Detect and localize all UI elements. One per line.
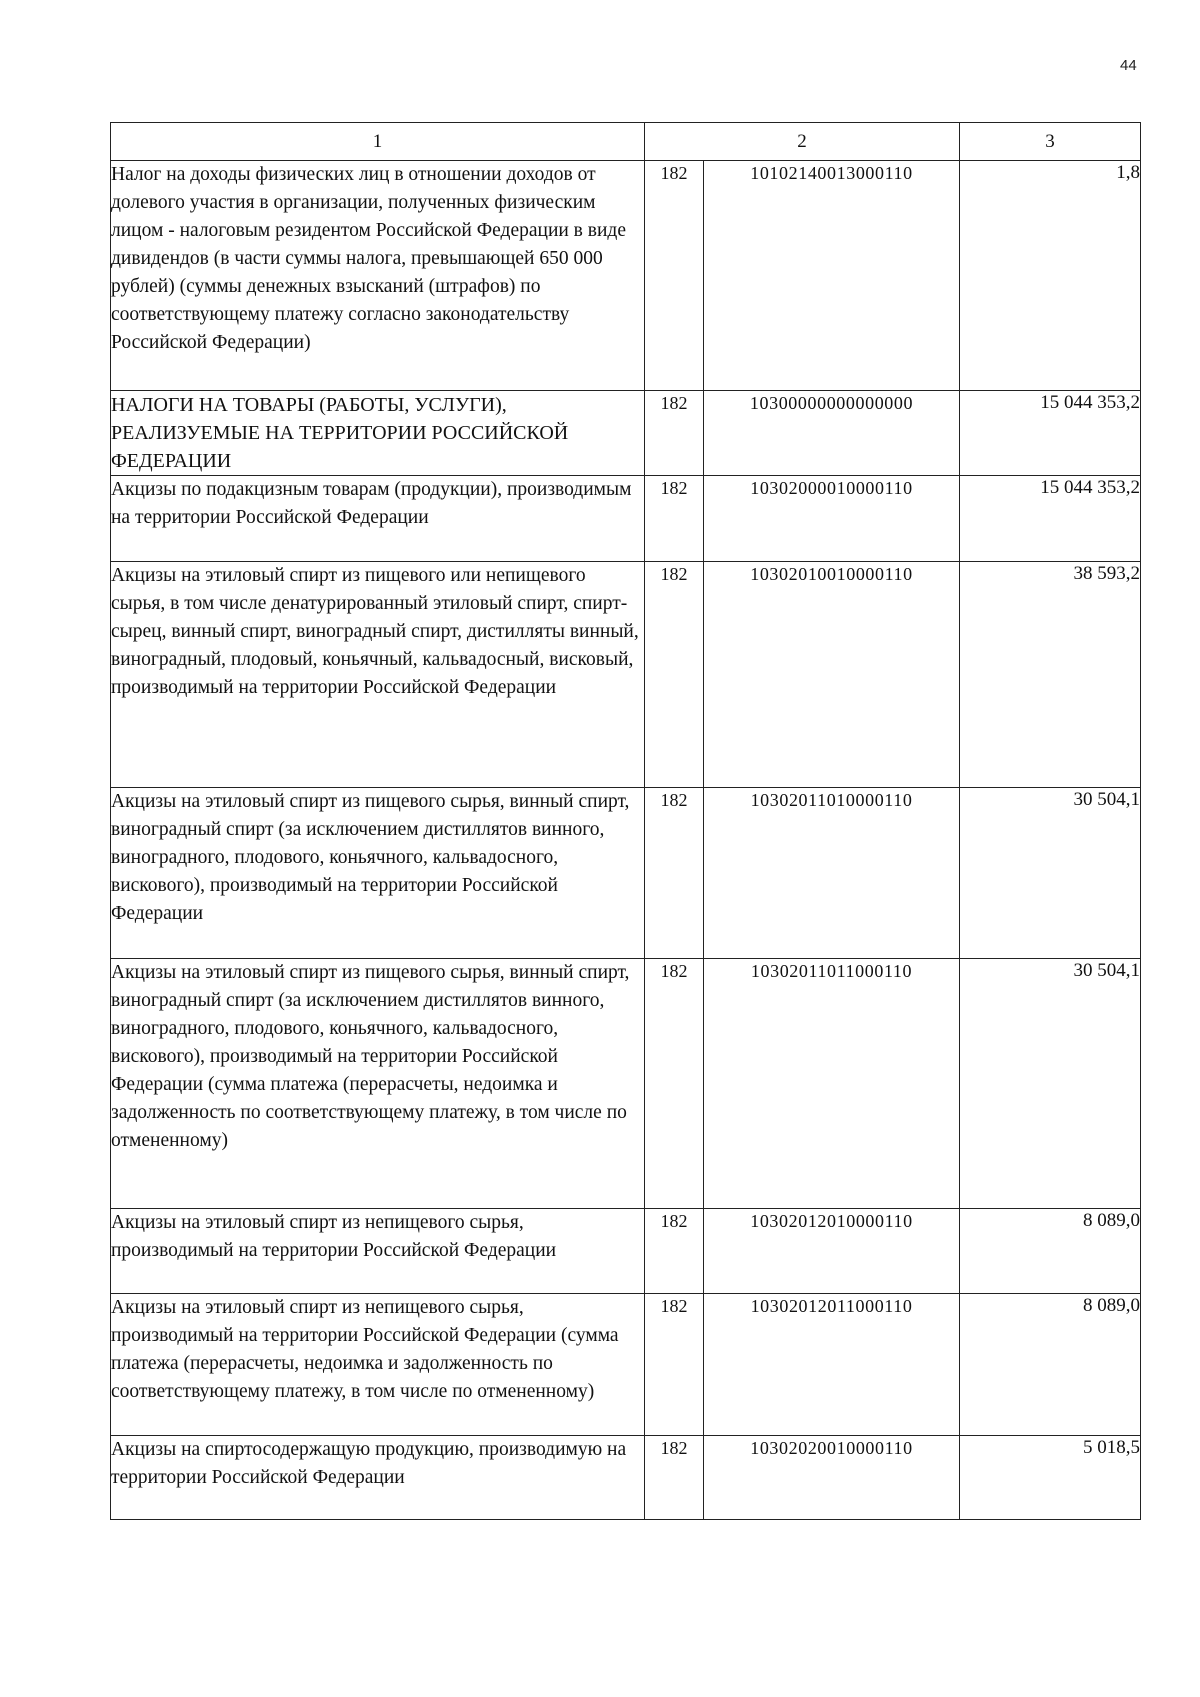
row-admin-code: 182: [645, 788, 704, 959]
row-admin-code: 182: [645, 1209, 704, 1294]
table-row: [111, 788, 1141, 959]
table-row: [111, 1209, 1141, 1294]
row-amount: 8 089,0: [960, 1294, 1141, 1436]
table-row: [111, 562, 1141, 788]
row-name: Акцизы на этиловый спирт из непищевого сырья, производимый на территории Российской Федерации: [111, 1209, 645, 1294]
table-header-row: [111, 123, 1141, 161]
row-name: Налог на доходы физических лиц в отношении доходов от долевого участия в организации, полученных физическим лицом - налоговым резидентом Российской Федерации в виде дивидендов (в части суммы налога, превышающей 650 000 рублей) (суммы денежных взысканий (штрафов) по соответствующему платежу согласно законодательству Российской Федерации): [111, 161, 645, 391]
row-amount: 30 504,1: [960, 959, 1141, 1209]
row-name: Акцизы по подакцизным товарам (продукции), производимым на территории Российской Федерации: [111, 476, 645, 562]
row-classification-code: 10302010010000110: [704, 562, 960, 788]
row-classification-code: 10302012010000110: [704, 1209, 960, 1294]
row-name: Акцизы на этиловый спирт из пищевого сырья, винный спирт, виноградный спирт (за исключением дистиллятов винного, виноградного, плодового, коньячного, кальвадосного, вискового), производимый на территории Российской Федерации (сумма платежа (перерасчеты, недоимка и задолженность по соответствующему платежу, в том числе по отмененному): [111, 959, 645, 1209]
row-name: Акцизы на спиртосодержащую продукцию, производимую на территории Российской Федерации: [111, 1436, 645, 1520]
page-number: 44: [1120, 57, 1137, 74]
row-amount: 15 044 353,2: [960, 391, 1141, 476]
row-classification-code: 10302000010000110: [704, 476, 960, 562]
table-row: [111, 476, 1141, 562]
row-admin-code: 182: [645, 391, 704, 476]
row-amount: 30 504,1: [960, 788, 1141, 959]
row-classification-code: 10302012011000110: [704, 1294, 960, 1436]
row-name: Акцизы на этиловый спирт из непищевого сырья, производимый на территории Российской Федерации (сумма платежа (перерасчеты, недоимка и задолженность по соответствующему платежу, в том числе по отмененному): [111, 1294, 645, 1436]
row-name: Акцизы на этиловый спирт из пищевого или непищевого сырья, в том числе денатурированный этиловый спирт, спирт-сырец, винный спирт, виноградный спирт, дистилляты винный, виноградный, плодовый, коньячный, кальвадосный, висковый, производимый на территории Российской Федерации: [111, 562, 645, 788]
table-row: [111, 161, 1141, 391]
budget-revenue-table: [110, 122, 1141, 1520]
row-amount: 5 018,5: [960, 1436, 1141, 1520]
row-amount: 38 593,2: [960, 562, 1141, 788]
row-admin-code: 182: [645, 1294, 704, 1436]
row-classification-code: 10302011011000110: [704, 959, 960, 1209]
row-admin-code: 182: [645, 476, 704, 562]
row-amount: 8 089,0: [960, 1209, 1141, 1294]
row-amount: 1,8: [960, 161, 1141, 391]
row-name: НАЛОГИ НА ТОВАРЫ (РАБОТЫ, УСЛУГИ), РЕАЛИЗУЕМЫЕ НА ТЕРРИТОРИИ РОССИЙСКОЙ ФЕДЕРАЦИИ: [111, 391, 645, 476]
row-admin-code: 182: [645, 161, 704, 391]
row-admin-code: 182: [645, 1436, 704, 1520]
table-row: [111, 1294, 1141, 1436]
row-classification-code: 10302011010000110: [704, 788, 960, 959]
row-classification-code: 10102140013000110: [704, 161, 960, 391]
table-row: [111, 391, 1141, 476]
row-amount: 15 044 353,2: [960, 476, 1141, 562]
row-classification-code: 10300000000000000: [704, 391, 960, 476]
table-row: [111, 1436, 1141, 1520]
row-admin-code: 182: [645, 959, 704, 1209]
row-admin-code: 182: [645, 562, 704, 788]
column-header-3: 3: [960, 123, 1141, 161]
table-row: [111, 959, 1141, 1209]
column-header-1: 1: [111, 123, 645, 161]
row-classification-code: 10302020010000110: [704, 1436, 960, 1520]
column-header-2: 2: [645, 123, 960, 161]
row-name: Акцизы на этиловый спирт из пищевого сырья, винный спирт, виноградный спирт (за исключением дистиллятов винного, виноградного, плодового, коньячного, кальвадосного, вискового), производимый на территории Российской Федерации: [111, 788, 645, 959]
